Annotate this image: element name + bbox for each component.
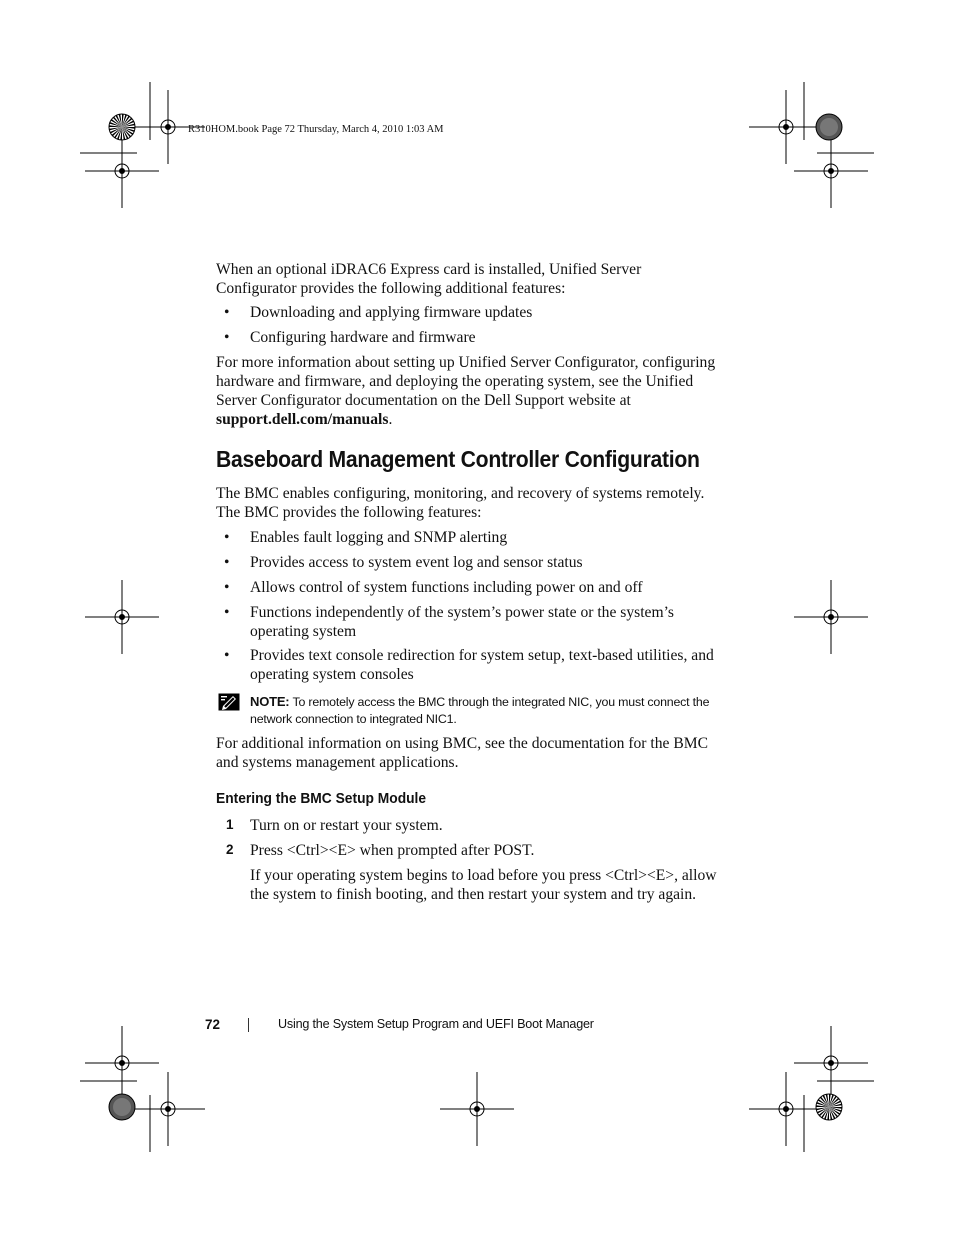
bmc-bullet-5: Provides text console redirection for system setup, text-based utilities, and operating system consoles xyxy=(250,647,714,683)
starburst-mark-icon xyxy=(816,1094,842,1120)
section-title: Baseboard Management Controller Configuration xyxy=(216,446,700,472)
more-info-paragraph: For more information about setting up Unified Server Configurator, configuring hardware and firmware, and deploying the operating system, see the Unified Server Configurator documentation on the Dell Support website at support.dell.com/manuals. xyxy=(216,354,716,428)
intro-bullet-1: Downloading and applying firmware updates xyxy=(250,304,533,321)
registration-mark-icon xyxy=(794,580,868,654)
registration-mark-icon xyxy=(749,1072,823,1146)
halftone-mark-icon xyxy=(109,1094,135,1120)
note-text: To remotely access the BMC through the integrated NIC, you must connect the network connection to integrated NIC1. xyxy=(250,695,710,726)
registration-mark-icon xyxy=(749,90,823,164)
bmc-bullet-1: Enables fault logging and SNMP alerting xyxy=(250,529,508,546)
note-label: NOTE: xyxy=(250,694,290,709)
bullet-mark: • xyxy=(224,647,230,664)
bmc-bullet-2: Provides access to system event log and sensor status xyxy=(250,554,583,571)
step-2-followup: If your operating system begins to load before you press <Ctrl><E>, allow the system to finish booting, and then restart your system and try again. xyxy=(250,867,717,903)
intro-paragraph: When an optional iDRAC6 Express card is installed, Unified Server Configurator provides the following additional features: xyxy=(216,261,642,297)
note-pencil-icon xyxy=(218,693,240,711)
bullet-mark: • xyxy=(224,604,230,621)
registration-mark-icon xyxy=(85,134,159,208)
bullet-mark: • xyxy=(224,554,230,571)
step-number: 1 xyxy=(226,817,234,832)
step-1-text: Turn on or restart your system. xyxy=(250,817,443,834)
bullet-mark: • xyxy=(224,529,230,546)
registration-mark-icon xyxy=(794,1026,868,1100)
intro-bullet-2: Configuring hardware and firmware xyxy=(250,329,476,346)
registration-mark-icon xyxy=(794,134,868,208)
bullet-mark: • xyxy=(224,329,230,346)
step-number: 2 xyxy=(226,842,234,857)
step-2-text: Press <Ctrl><E> when prompted after POST. xyxy=(250,842,535,859)
registration-mark-icon xyxy=(440,1072,514,1146)
registration-mark-icon xyxy=(85,580,159,654)
starburst-mark-icon xyxy=(109,114,135,140)
support-link[interactable]: support.dell.com/manuals xyxy=(216,411,389,428)
halftone-mark-icon xyxy=(816,114,842,140)
additional-info-paragraph: For additional information on using BMC, see the documentation for the BMC and systems management applications. xyxy=(216,735,709,771)
footer-divider xyxy=(248,1018,249,1032)
page-header-info: R310HOM.book Page 72 Thursday, March 4, 2010 1:03 AM xyxy=(188,124,444,135)
page-number: 72 xyxy=(205,1017,221,1032)
bmc-paragraph: The BMC enables configuring, monitoring, and recovery of systems remotely. The BMC provides the following features: xyxy=(216,485,705,521)
bmc-bullet-4: Functions independently of the system’s power state or the system’s operating system xyxy=(250,604,675,640)
bullet-mark: • xyxy=(224,579,230,596)
subsection-title: Entering the BMC Setup Module xyxy=(216,790,427,807)
registration-mark-icon xyxy=(131,1072,205,1146)
footer-chapter-title: Using the System Setup Program and UEFI Boot Manager xyxy=(278,1017,594,1031)
registration-mark-icon xyxy=(85,1026,159,1100)
bullet-mark: • xyxy=(224,304,230,321)
note-block xyxy=(250,693,730,728)
bmc-bullet-3: Allows control of system functions including power on and off xyxy=(250,579,643,596)
